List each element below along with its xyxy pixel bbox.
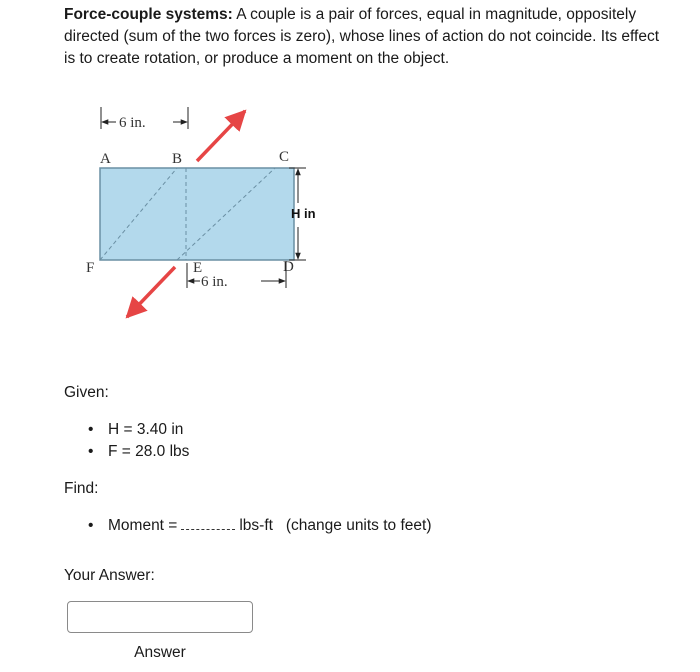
point-a-label: A <box>100 151 111 167</box>
point-f-label: F <box>86 260 95 276</box>
given-item-h: • H = 3.40 in <box>64 419 189 441</box>
intro-text: A couple is a pair of forces, equal in magnitude, oppositely directed (sum of the two forces is zero), whose lines of action do not coincide. Its effect is to create rotation, or produce a moment on the object. <box>64 6 660 67</box>
units-note: (change units to feet) <box>285 517 432 534</box>
moment-label: Moment = <box>108 517 178 534</box>
moment-blank <box>181 517 235 530</box>
point-e-label: E <box>193 260 203 276</box>
bottom-dim-label: 6 in. <box>201 274 228 290</box>
find-label: Find: <box>64 480 99 497</box>
given-list <box>64 419 189 463</box>
point-d-label: D <box>283 259 294 275</box>
given-item-f: • F = 28.0 lbs <box>64 441 189 463</box>
given-label: Given: <box>64 384 109 401</box>
intro-heading: Force-couple systems: <box>64 6 233 23</box>
height-dim-label: H in <box>291 206 316 221</box>
point-c-label: C <box>279 149 290 165</box>
moment-unit: lbs-ft <box>239 517 273 534</box>
problem-intro <box>64 4 674 70</box>
find-item-moment <box>64 515 432 537</box>
find-list <box>64 515 432 537</box>
your-answer-label: Your Answer: <box>64 567 155 584</box>
force-arrow-lower <box>127 267 175 317</box>
force-arrow-upper <box>197 111 245 161</box>
top-dim-label: 6 in. <box>119 115 146 131</box>
point-b-label: B <box>172 151 183 167</box>
plate <box>100 168 294 260</box>
answer-input[interactable] <box>67 601 253 633</box>
force-couple-diagram <box>60 95 380 335</box>
answer-button[interactable]: Answer <box>134 644 186 661</box>
